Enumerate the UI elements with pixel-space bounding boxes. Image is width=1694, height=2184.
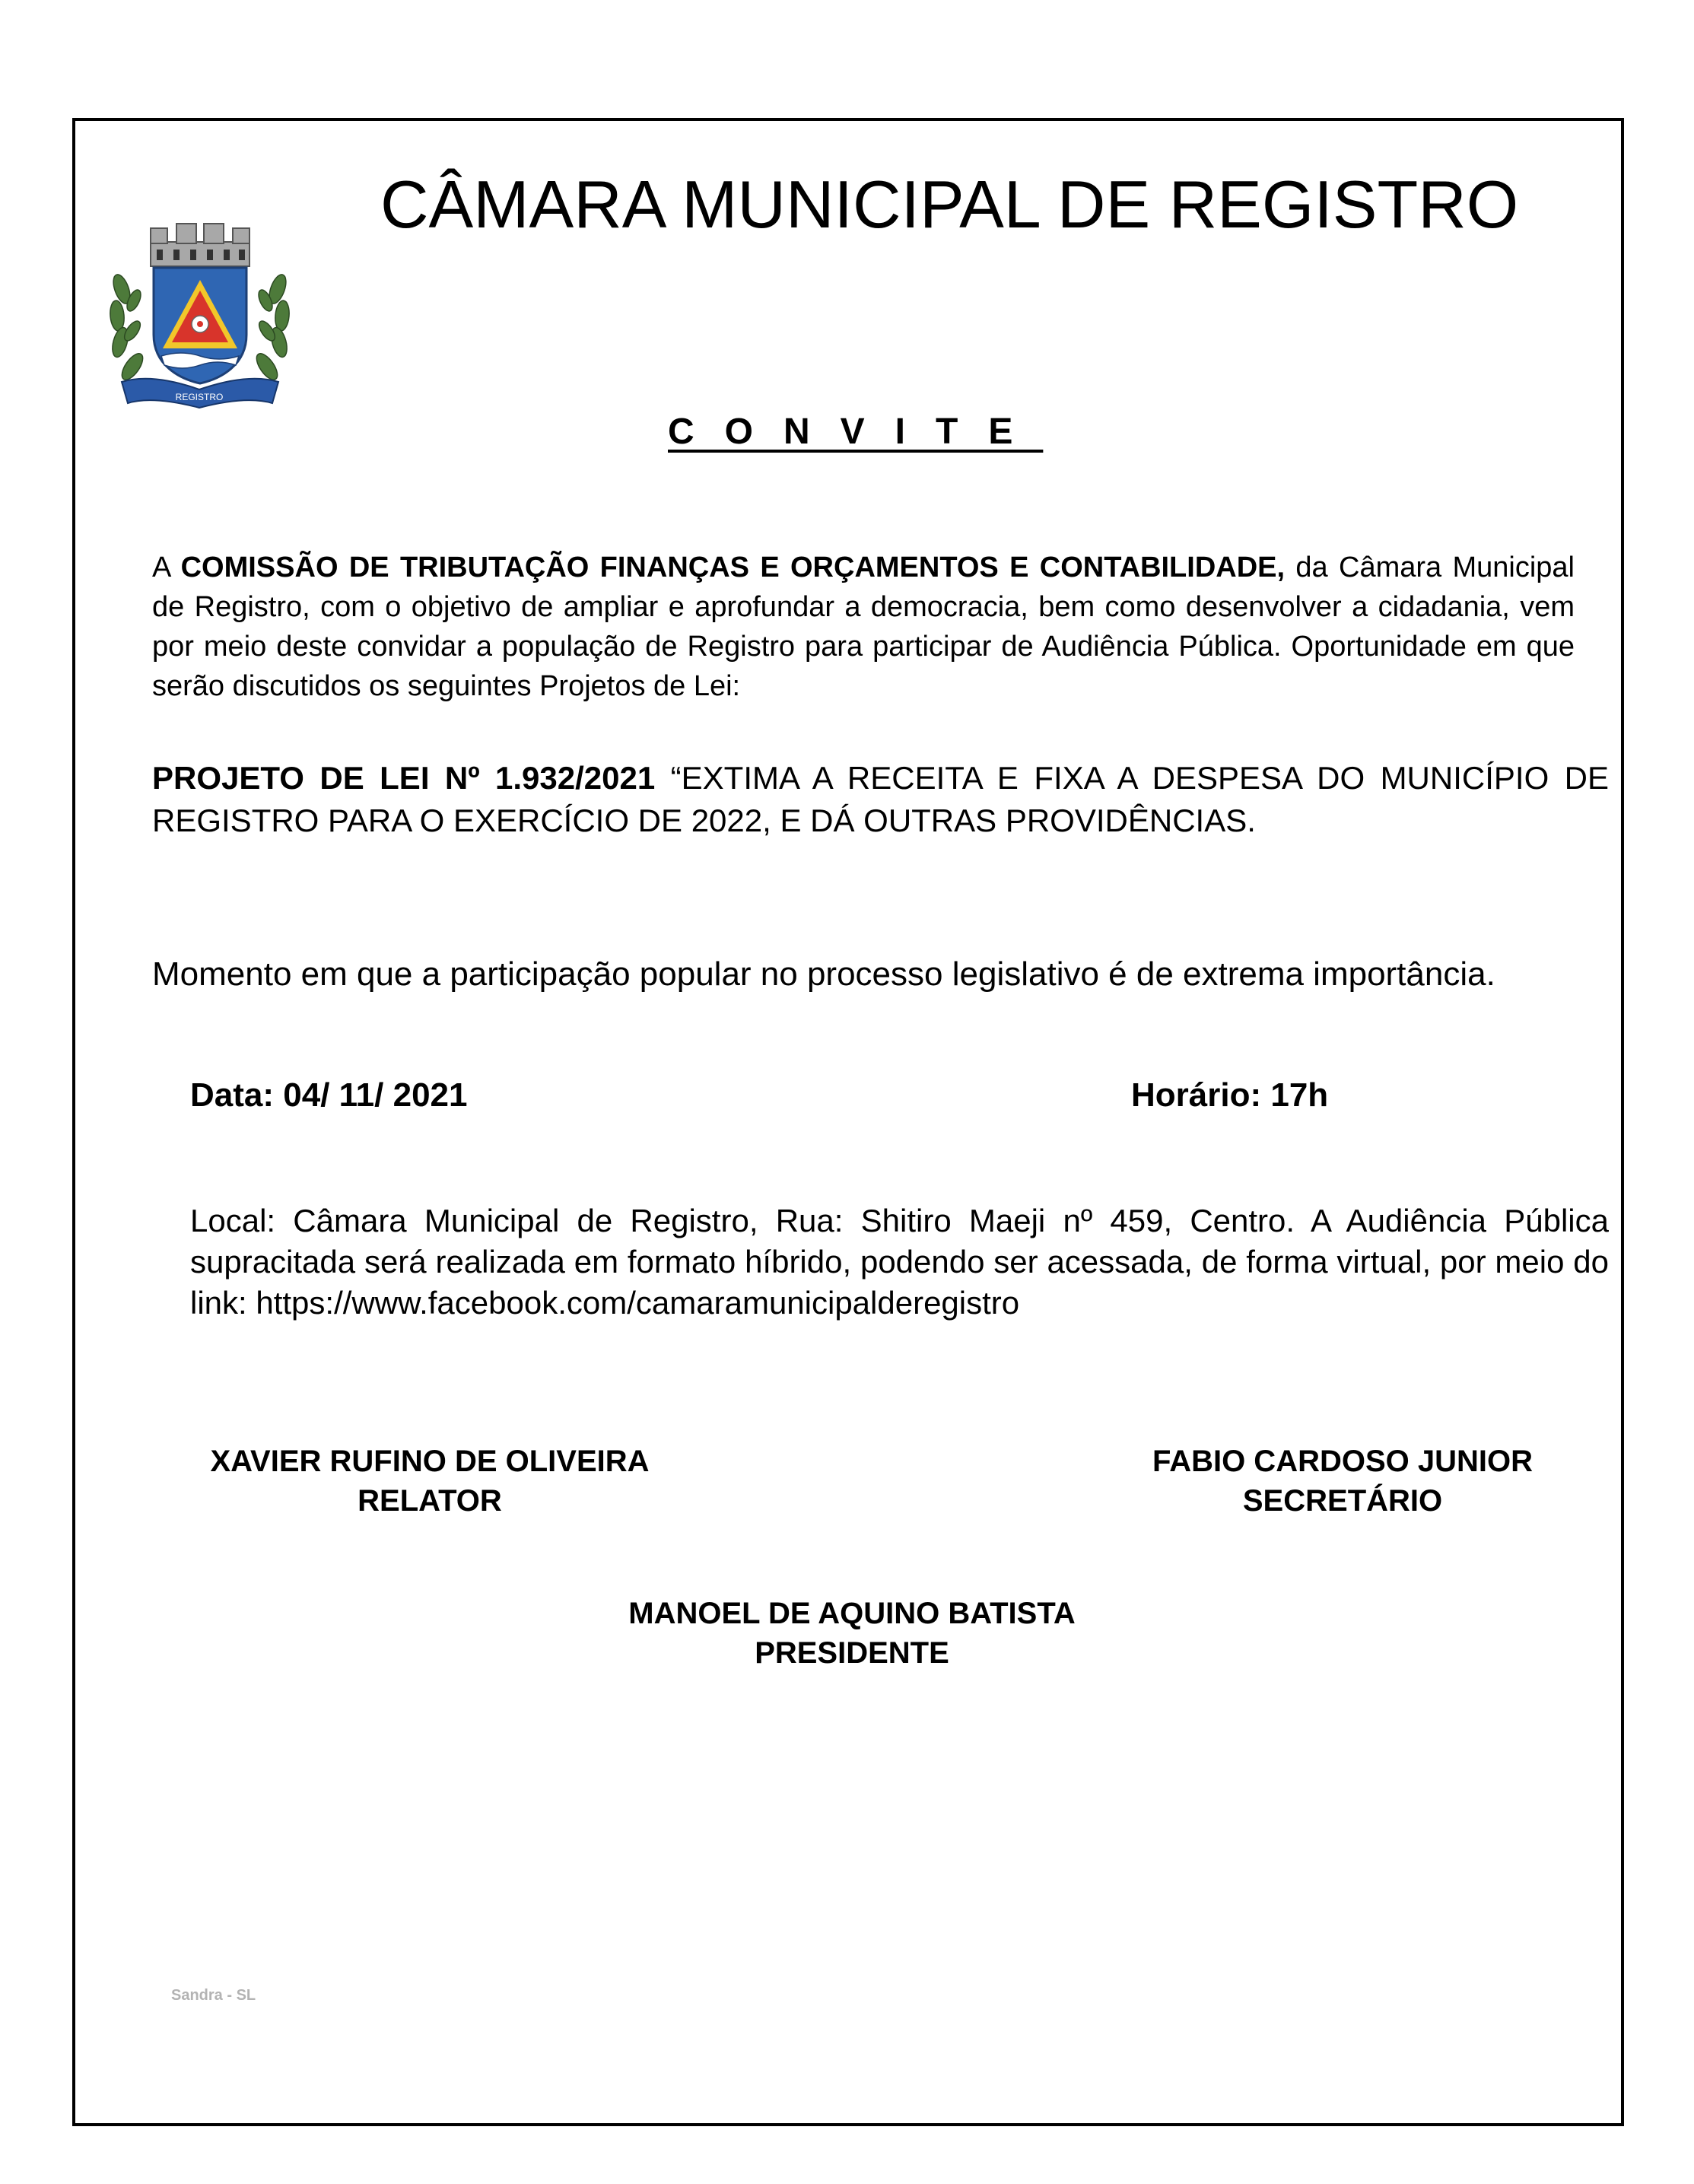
signature-relator [183, 1442, 677, 1521]
moment-paragraph: Momento em que a participação popular no processo legislativo é de extrema importância. [152, 955, 1495, 993]
signature-role: PRESIDENTE [755, 1636, 949, 1670]
signature-secretary [1130, 1442, 1556, 1521]
bill-paragraph [152, 757, 1609, 842]
intro-prefix: A [152, 552, 181, 583]
event-time: Horário: 17h [1131, 1076, 1329, 1114]
bill-label: PROJETO DE LEI Nº 1.932/2021 [152, 760, 656, 796]
intro-paragraph [152, 548, 1575, 706]
location-paragraph: Local: Câmara Municipal de Registro, Rua: Shitiro Maeji nº 459, Centro. A Audiência Pública supracitada será realizada em formato híbrido, podendo ser acessada, de forma virtual, por meio do link: https://www.facebook.com/camaramunicipalderegistro [190, 1203, 1609, 1321]
signature-name: FABIO CARDOSO JUNIOR [1152, 1445, 1533, 1478]
crest-motto: REGISTRO [175, 392, 224, 402]
signature-name: XAVIER RUFINO DE OLIVEIRA [210, 1445, 650, 1478]
author-initials: Sandra - SL [171, 1987, 256, 2004]
page-title: CÂMARA MUNICIPAL DE REGISTRO [380, 167, 1519, 242]
signature-president [609, 1594, 1095, 1673]
signature-name: MANOEL DE AQUINO BATISTA [628, 1597, 1076, 1630]
invitation-heading: CONVITE [668, 412, 1044, 452]
intro-text: da Câmara Municipal de Registro, com o objetivo de ampliar e aprofundar a democracia, bem como desenvolver a cidadania, vem por meio deste convidar a população de Registro para participar de Audiência Pública. Oportunidade em que serão discutidos os seguintes Projetos de Lei: [152, 552, 1575, 702]
event-date: Data: 04/ 11/ 2021 [190, 1076, 468, 1114]
bill-text: “EXTIMA A RECEITA E FIXA A DESPESA DO MUNICÍPIO DE REGISTRO PARA O EXERCÍCIO DE 2022, E DÁ OUTRAS PROVIDÊNCIAS. [152, 760, 1610, 838]
signature-role: SECRETÁRIO [1242, 1484, 1443, 1518]
municipal-coat-of-arms-icon [106, 221, 293, 411]
signature-role: RELATOR [358, 1484, 502, 1518]
committee-name: COMISSÃO DE TRIBUTAÇÃO FINANÇAS E ORÇAMENTOS E CONTABILIDADE, [180, 552, 1286, 583]
